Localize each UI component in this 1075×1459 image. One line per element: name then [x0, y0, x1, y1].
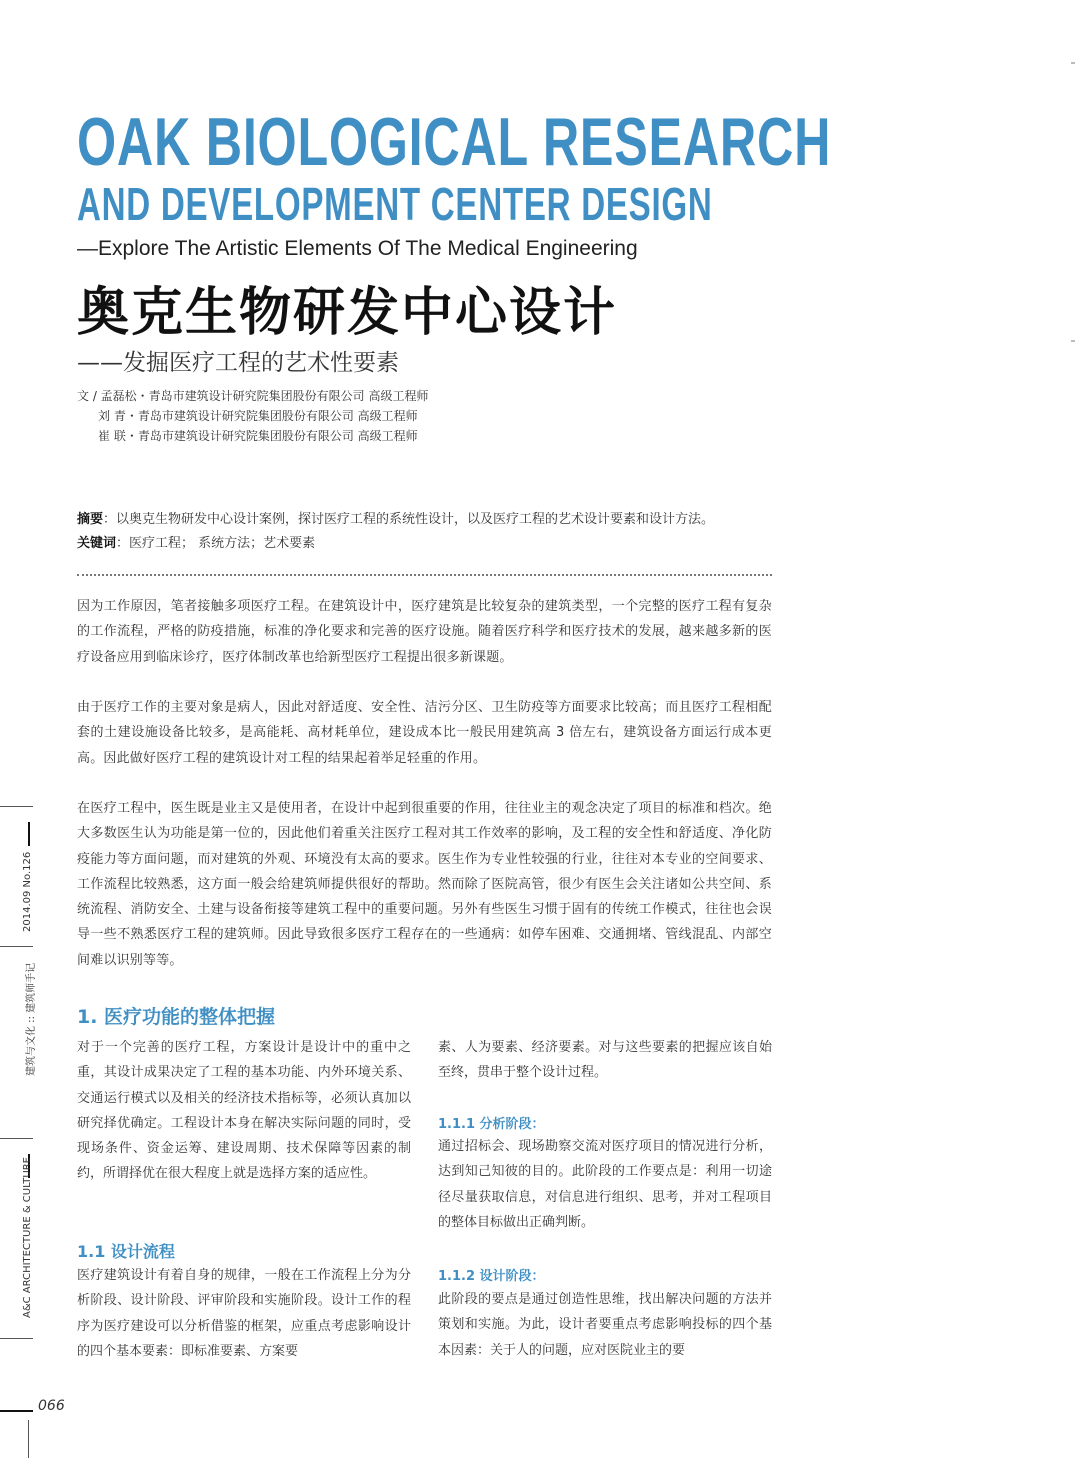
author-line: 文 / 孟磊松・青岛市建筑设计研究院集团股份有限公司 高级工程师 [77, 389, 429, 403]
margin-rule-vertical [28, 1420, 29, 1458]
column-name: 建筑与文化 :: 建筑师手记 [26, 962, 37, 1076]
subsection-heading-1-1-1: 1.1.1 分析阶段： [438, 1117, 545, 1132]
keywords-label: 关键词 [77, 536, 117, 551]
english-title-line-1: OAK BIOLOGICAL RESEARCH [77, 104, 832, 180]
issue-number: 2014.09 No.126 [22, 851, 33, 932]
author-line: 刘 青・青岛市建筑设计研究院集团股份有限公司 高级工程师 [98, 409, 418, 423]
margin-rule [0, 1138, 33, 1139]
author-line: 崔 联・青岛市建筑设计研究院集团股份有限公司 高级工程师 [98, 429, 418, 443]
subsection-heading-1-1-2: 1.1.2 设计阶段： [438, 1269, 545, 1284]
abstract-text: ：以奥克生物研发中心设计案例，探讨医疗工程的系统性设计，以及医疗工程的艺术设计要素和设计方法。 [103, 512, 715, 527]
margin-rule [0, 946, 33, 947]
right-column-paragraph-1: 素、人为要素、经济要素。对与这些要素的把握应该自始至终，贯串于整个设计过程。 [438, 1040, 772, 1081]
keywords [77, 532, 714, 556]
page-number-rule [0, 1410, 33, 1412]
english-title-line-2: AND DEVELOPMENT CENTER DESIGN [77, 178, 713, 230]
body-paragraph-2: 由于医疗工作的主要对象是病人，因此对舒适度、安全性、洁污分区、卫生防疫等方面要求比较高；而且医疗工程相配套的土建设施设备比较多，是高能耗、高材耗单位，建设成本比一般民用建筑高 3 倍左右，建筑设备方面运行成本更高。因此做好医疗工程的建筑设计对工程的结果起着举足轻重的作用。 [77, 700, 772, 766]
section-heading: 1. 医疗功能的整体把握 [77, 1006, 276, 1028]
body-paragraph-1: 因为工作原因，笔者接触多项医疗工程。在建筑设计中，医疗建筑是比较复杂的建筑类型，一个完整的医疗工程有复杂的工作流程，严格的防疫措施，标准的净化要求和完善的医疗设施。随着医疗科学和医疗技术的发展，越来越多新的医疗设备应用到临床诊疗，医疗体制改革也给新型医疗工程提出很多新课题。 [77, 599, 772, 665]
left-column-paragraph-1: 对于一个完善的医疗工程，方案设计是设计中的重中之重，其设计成果决定了工程的基本功能、内外环境关系、交通运行模式以及相关的经济技术指标等，必须认真加以研究择优确定。工程设计本身在解决实际问题的同时，受现场条件、资金运筹、建设周期、技术保障等因素的制约，所谓择优在很大程度上就是选择方案的适应性。 [77, 1040, 411, 1182]
english-subtitle: —Explore The Artistic Elements Of The Medical Engineering [77, 237, 638, 260]
abstract-block [77, 508, 714, 556]
subsection-heading-1-1: 1.1 设计流程 [77, 1242, 175, 1261]
author-list [77, 386, 429, 446]
margin-bar [28, 822, 30, 846]
abstract-label: 摘要 [77, 512, 104, 527]
dotted-divider [77, 574, 772, 576]
keywords-text: ：医疗工程； 系统方法；艺术要素 [116, 536, 316, 551]
page-number: 066 [38, 1398, 65, 1414]
right-column-paragraph-2: 通过招标会、现场勘察交流对医疗项目的情况进行分析，达到知己知彼的目的。此阶段的工作要点是：利用一切途径尽量获取信息，对信息进行组织、思考，并对工程项目的整体目标做出正确判断。 [438, 1139, 772, 1230]
left-column-paragraph-2: 医疗建筑设计有着自身的规律，一般在工作流程上分为分析阶段、设计阶段、评审阶段和实施阶段。设计工作的程序为医疗建设可以分析借鉴的框架，应重点考虑影响设计的四个基本要素：即标准要素、方案要 [77, 1268, 411, 1359]
edge-mark [1071, 62, 1075, 64]
chinese-title: 奥克生物研发中心设计 [77, 283, 618, 343]
edge-mark [1071, 340, 1075, 342]
body-paragraph-3: 在医疗工程中，医生既是业主又是使用者，在设计中起到很重要的作用，往往业主的观念决定了项目的标准和档次。绝大多数医生认为功能是第一位的，因此他们着重关注医疗工程对其工作效率的影响，及工程的安全性和舒适度、净化防疫能力等方面问题，而对建筑的外观、环境没有太高的要求。医生作为专业性较强的行业，往往对本专业的空间要求、工作流程比较熟悉，这方面一般会给建筑师提供很好的帮助。然而除了医院高管，很少有医生会关注诸如公共空间、系统流程、消防安全、土建与设备衔接等建筑工程中的重要问题。另外有些医生习惯于固有的传统工作模式，往往也会误导一些不熟悉医疗工程的建筑师。因此导致很多医疗工程存在的一些通病：如停车困难、交通拥堵、管线混乱、内部空间难以识别等等。 [77, 801, 772, 968]
journal-name: A&C ARCHITECTURE & CULTURE [22, 1157, 33, 1318]
chinese-subtitle: ——发掘医疗工程的艺术性要素 [77, 350, 399, 376]
right-column-paragraph-3: 此阶段的要点是通过创造性思维，找出解决问题的方法并策划和实施。为此，设计者要重点考虑影响投标的四个基本因素：关于人的问题，应对医院业主的要 [438, 1292, 772, 1358]
abstract [77, 508, 714, 532]
margin-rule [0, 1338, 33, 1339]
margin-rule [0, 806, 33, 807]
